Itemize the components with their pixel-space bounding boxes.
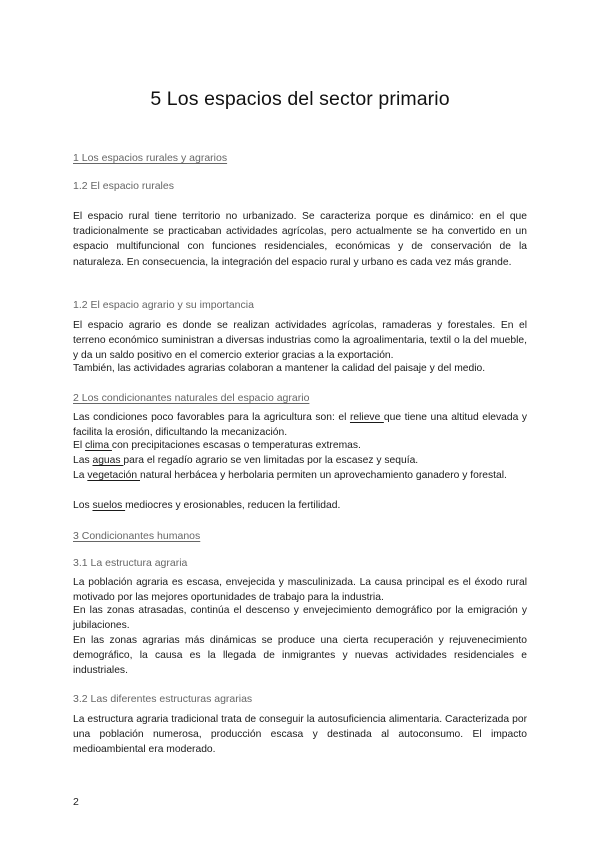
section-1-2-paragraph-1: El espacio agrario es donde se realizan actividades agrícolas, ramaderas y forestales. En el terreno económico suministran a diversas industrias como la agroalimentaria, textil o la del mueble, y da un saldo positivo en el comercio exterior gracias a la exportación. — [73, 320, 527, 362]
relieve-text-before: Las condiciones poco favorables para la agricultura son: el — [73, 412, 350, 423]
vegetacion-paragraph — [73, 468, 527, 483]
section-3-2-heading: 3.2 Las diferentes estructuras agrarias — [73, 693, 253, 705]
vegetacion-text-after: natural herbácea y herbolaria permiten un aprovechamiento ganadero y forestal. — [140, 470, 507, 481]
vegetacion-text-before: La — [73, 470, 88, 481]
section-3-1-paragraph-2: En las zonas atrasadas, continúa el descenso y envejecimiento demográfico por la emigración y jubilaciones. — [73, 605, 527, 632]
aguas-text-after: para el regadío agrario se ven limitadas por la escasez y sequía. — [123, 455, 419, 466]
section-3-1-paragraph-3: En las zonas agrarias más dinámicas se produce una cierta recuperación y rejuvenecimiento demográfico, la causa es la llegada de inmigrantes y nuevas actividades residenciales e industriales. — [73, 635, 527, 677]
clima-keyword: clima — [85, 440, 112, 451]
relieve-text-after: que tiene una altitud elevada y facilita la erosión, dificultando la mecanización. — [73, 412, 527, 439]
clima-text-before: El — [73, 440, 86, 451]
page-title: 5 Los espacios del sector primario — [150, 88, 450, 110]
aguas-text-before: Las — [73, 455, 93, 466]
section-3-2-paragraph: La estructura agraria tradicional trata de conseguir la autosuficiencia alimentaria. Caracterizada por una población numerosa, producción escasa y destinada al autoconsumo. El impacto medioambiental era moderado. — [73, 714, 527, 756]
clima-paragraph — [73, 438, 527, 453]
suelos-paragraph — [73, 498, 527, 513]
suelos-keyword: suelos — [92, 500, 126, 511]
suelos-text-before: Los — [73, 500, 93, 511]
section-1-2-heading: 1.2 El espacio agrario y su importancia — [73, 299, 254, 311]
vegetacion-keyword: vegetación — [87, 470, 140, 481]
section-2-heading: 2 Los condicionantes naturales del espacio agrario — [73, 392, 310, 404]
aguas-paragraph — [73, 453, 527, 468]
section-3-1-paragraph-1: La población agraria es escasa, envejecida y masculinizada. La causa principal es el éxodo rural motivado por las mejores oportunidades de trabajo para la industria. — [73, 577, 527, 604]
section-1-heading: 1 Los espacios rurales y agrarios — [73, 152, 228, 164]
relieve-paragraph — [73, 410, 527, 440]
page-number: 2 — [73, 796, 79, 808]
section-3-heading: 3 Condicionantes humanos — [73, 530, 201, 542]
section-3-1-heading: 3.1 La estructura agraria — [73, 557, 188, 569]
aguas-keyword: aguas — [92, 455, 124, 466]
section-1-1-paragraph: El espacio rural tiene territorio no urbanizado. Se caracteriza porque es dinámico: en el que tradicionalmente se practicaban actividades agrícolas, pero actualmente se ha convertido en un espacio multifuncional con funciones residenciales, económicas y de conservación de la naturaleza. En consecuencia, la integración del espacio rural y urbano es cada vez más grande. — [73, 211, 527, 268]
section-1-2-paragraph-2: También, las actividades agrarias colaboran a mantener la calidad del paisaje y del medio. — [73, 363, 486, 374]
clima-text-after: con precipitaciones escasas o temperaturas extremas. — [111, 440, 361, 451]
relieve-keyword: relieve — [349, 412, 384, 423]
suelos-text-after: mediocres y erosionables, reducen la fertilidad. — [125, 500, 341, 511]
section-1-1-heading: 1.2 El espacio rurales — [73, 180, 174, 192]
